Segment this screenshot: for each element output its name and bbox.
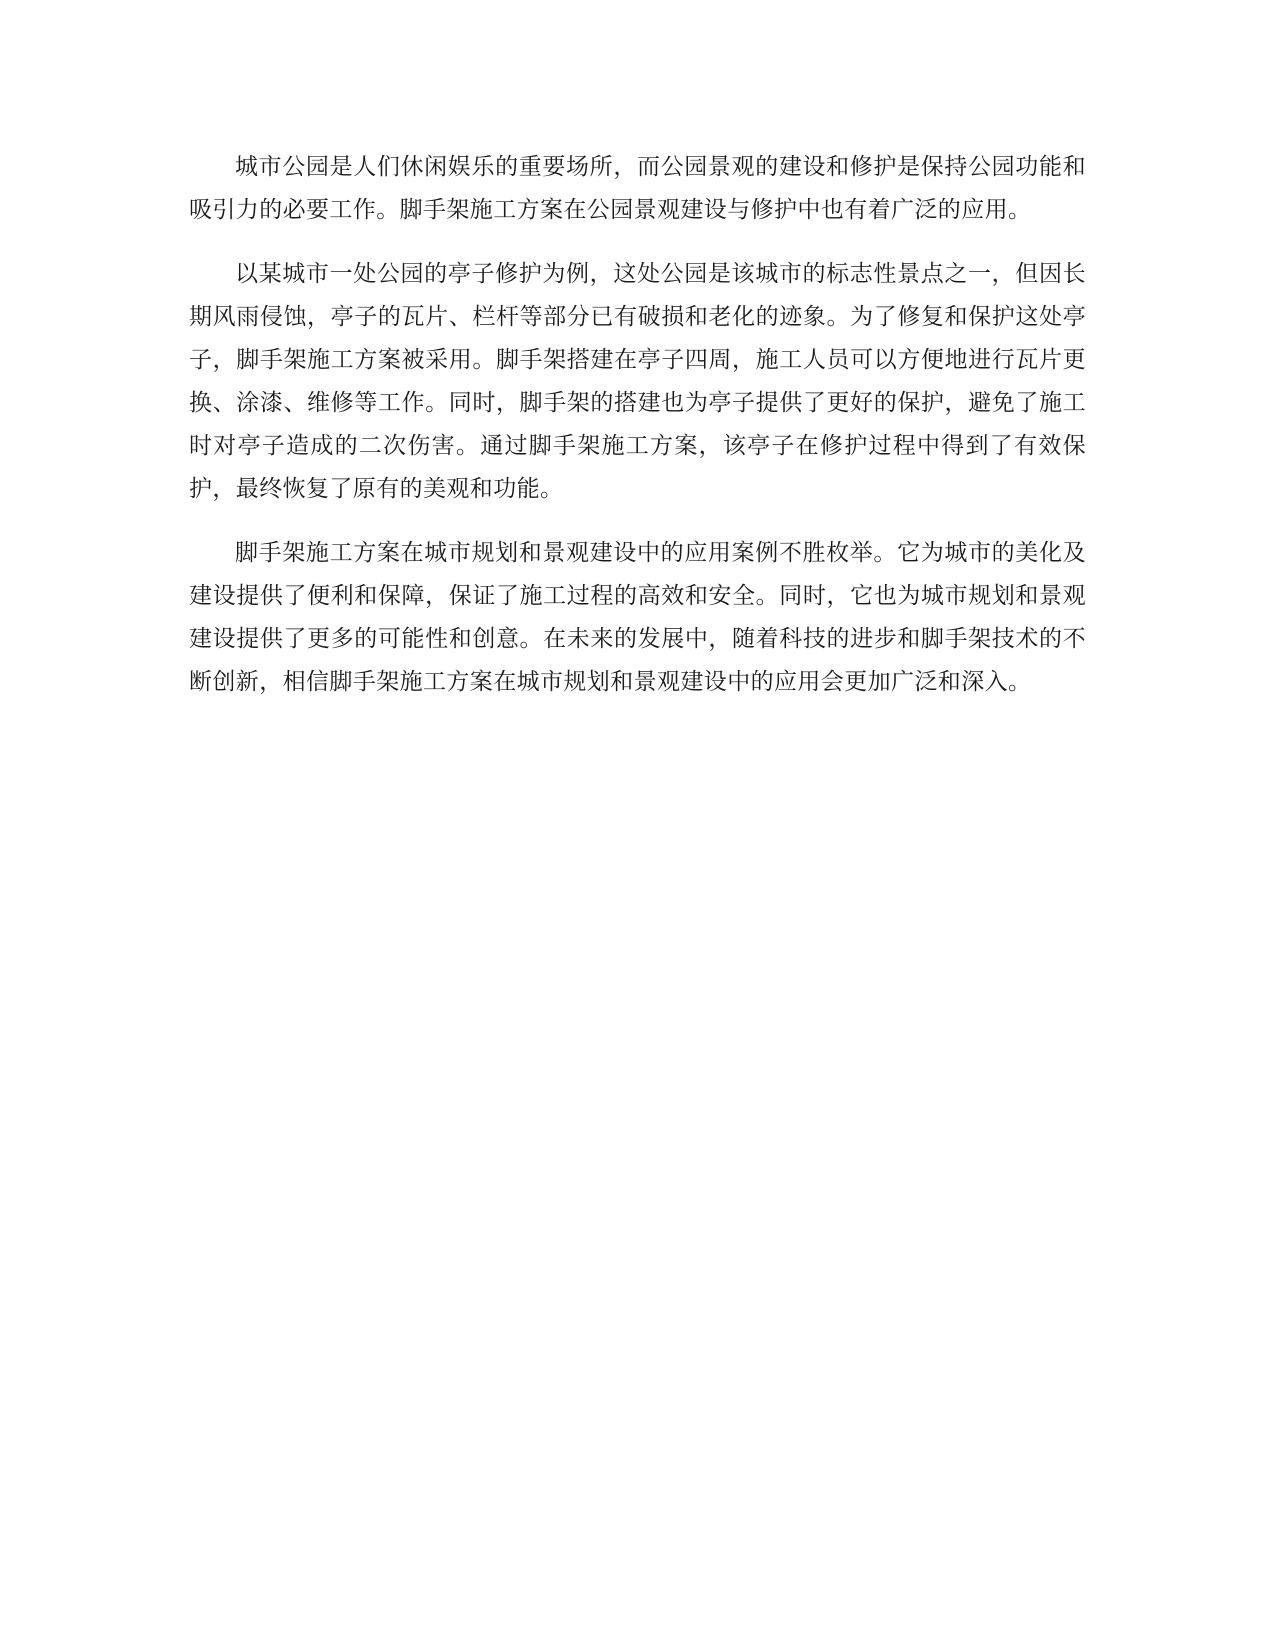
paragraph-2: 以某城市一处公园的亭子修护为例，这处公园是该城市的标志性景点之一，但因长期风雨侵蚀，亭子的瓦片、栏杆等部分已有破损和老化的迹象。为了修复和保护这处亭子，脚手架施工方案被采用。脚手架搭建在亭子四周，施工人员可以方便地进行瓦片更换、涂漆、维修等工作。同时，脚手架的搭建也为亭子提供了更好的保护，避免了施工时对亭子造成的二次伤害。通过脚手架施工方案，该亭子在修护过程中得到了有效保护，最终恢复了原有的美观和功能。 xyxy=(189,261,1086,502)
paragraph-3: 脚手架施工方案在城市规划和景观建设中的应用案例不胜枚举。它为城市的美化及建设提供了便利和保障，保证了施工过程的高效和安全。同时，它也为城市规划和景观建设提供了更多的可能性和创意。在未来的发展中，随着科技的进步和脚手架技术的不断创新，相信脚手架施工方案在城市规划和景观建设中的应用会更加广泛和深入。 xyxy=(189,540,1086,695)
paragraph-1: 城市公园是人们休闲娱乐的重要场所，而公园景观的建设和修护是保持公园功能和吸引力的必要工作。脚手架施工方案在公园景观建设与修护中也有着广泛的应用。 xyxy=(189,154,1086,223)
document-body xyxy=(189,146,1086,725)
